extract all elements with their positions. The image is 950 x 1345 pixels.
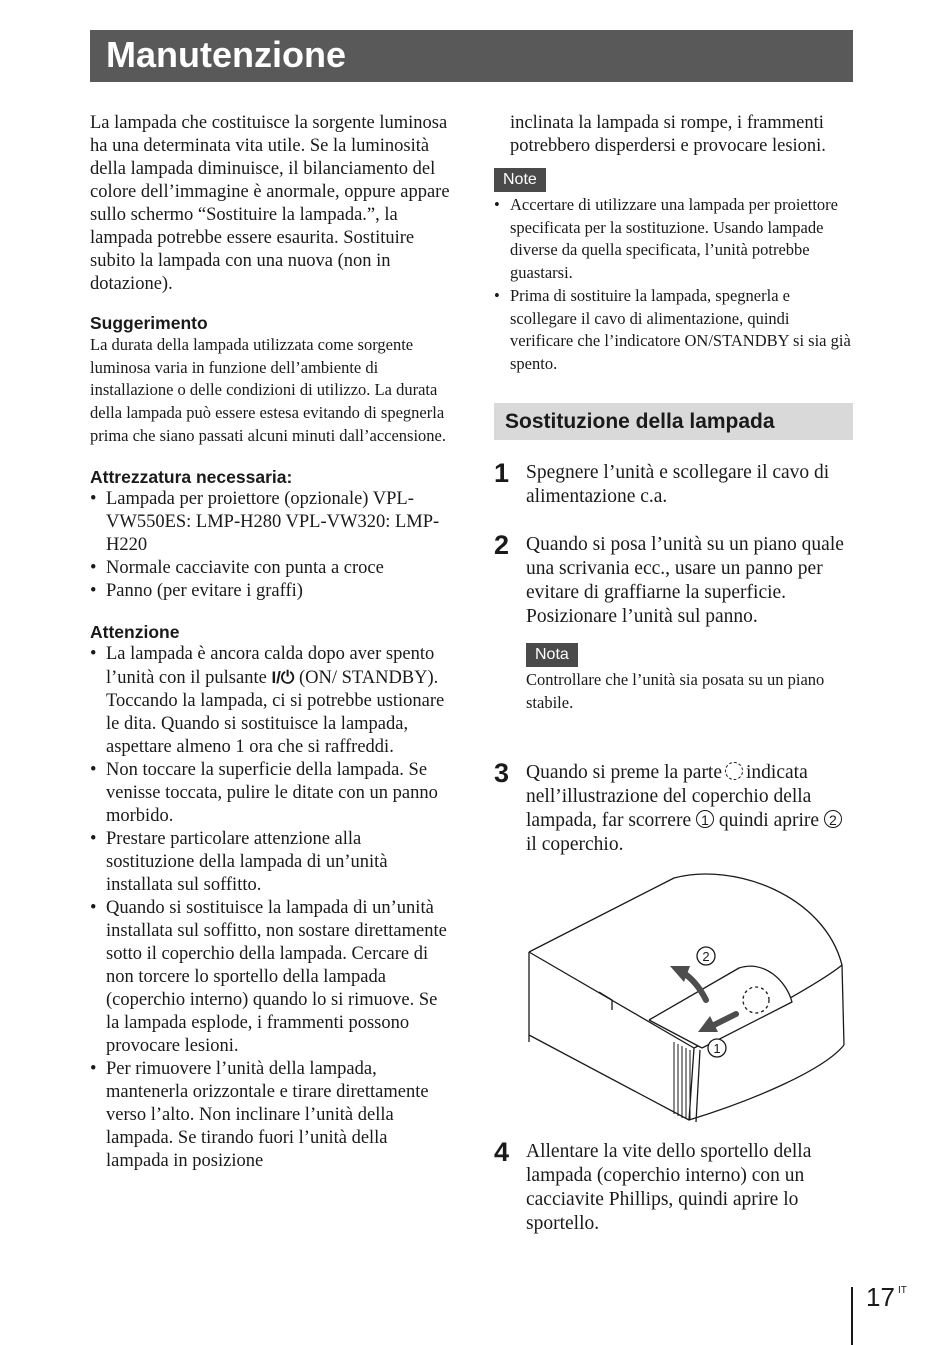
list-item: • Lampada per proiettore (opzionale) VPL-VW550ES: LMP-H280 VPL-VW320: LMP-H220 (90, 488, 440, 555)
circled-two-icon: 2 (824, 810, 842, 828)
list-item: • Quando si sostituisce la lampada di un’unità installata sul soffitto, non sostare direttamente sotto il coperchio della lampada. Cercare di non torcere lo sportello della lampada (coperchio interno) quando lo si rimuove. Se la lampada esplode, i frammenti possono provocare lesioni. (90, 897, 447, 1056)
marker-one-label: 1 (713, 1041, 721, 1056)
attrezzatura-heading: Attrezzatura necessaria: (90, 466, 293, 487)
step-4 (494, 1137, 854, 1236)
section-header (494, 403, 853, 440)
suggerimento-text: La durata della lampada utilizzata come sorgente luminosa varia in funzione dell’ambiente di installazione o delle condizioni di utilizzo. La durata della lampada può essere estesa evitando di spegnerla prima che siano passati alcuni minuti dall’accensione. (90, 335, 447, 445)
circled-one-icon: 1 (696, 810, 714, 828)
note-label: Note (494, 168, 546, 192)
intro-paragraph: La lampada che costituisce la sorgente luminosa ha una determinata vita utile. Se la luminosità della lampada diminuisce, il bilanciamento del colore dell’immagine è anormale, oppure appare sullo schermo “Sostituire la lampada.”, la lampada potrebbe essere esaurita. Sostituire subito la lampada con una nuova (non in dotazione). (90, 113, 450, 294)
list-item: • Prestare particolare attenzione alla sostituzione della lampada di un’unità installata sul soffitto. (90, 828, 388, 895)
right-column (494, 112, 854, 376)
nota-label: Nota (526, 643, 578, 667)
step-text: Quando si preme la parte indicata nell’illustrazione del coperchio della lampada, far scorrere 1 quindi aprire 2 il coperchio. (526, 761, 854, 857)
lamp-cover-illustration (524, 870, 850, 1130)
list-item: • La lampada è ancora calda dopo aver spento l’unità con il pulsante I/⏻ (ON/ STANDBY). Toccando la lampada, ci si potrebbe ustionare le dita. Quando si sostituisce la lampada, aspettare almeno 1 ora che si raffreddi. (90, 643, 445, 757)
suggerimento-heading: Suggerimento (90, 313, 208, 333)
step-number: 2 (494, 530, 510, 560)
page-number: 17 (866, 1282, 895, 1312)
step-number: 4 (494, 1137, 510, 1167)
left-column (90, 112, 450, 1173)
list-item: • Per rimuovere l’unità della lampada, mantenerla orizzontale e tirare direttamente verso l’alto. Non inclinare l’unità della lampada. Se tirando fuori l’unità della lampada in posizione (90, 1058, 429, 1171)
step-text: Quando si posa l’unità su un piano quale una scrivania ecc., usare un panno per evitare di graffiarne la superficie. Posizionare l’unità sul panno. (526, 534, 844, 627)
step-text: Allentare la vite dello sportello della lampada (coperchio interno) con un cacciavite Phillips, quindi aprire lo sportello. (526, 1141, 812, 1234)
step-text: Spegnere l’unità e scollegare il cavo di alimentazione c.a. (526, 462, 830, 507)
step-number: 3 (494, 758, 510, 788)
list-item: • Accertare di utilizzare una lampada per proiettore specificata per la sostituzione. Usando lampade diverse da quella specificata, l’unità potrebbe guastarsi. (494, 195, 838, 283)
page-divider (851, 1287, 853, 1345)
list-item: • Panno (per evitare i graffi) (90, 580, 303, 601)
title-bar (90, 30, 853, 82)
attenzione-heading: Attenzione (90, 621, 180, 642)
list-item: • Prima di sostituire la lampada, spegnerla e scollegare il cavo di alimentazione, quindi verificare che l’indicatore ON/STANDBY si sia già spento. (494, 285, 851, 373)
list-item: • Non toccare la superficie della lampada. Se venisse toccata, pulire le ditate con un panno morbido. (90, 759, 438, 826)
power-symbol: I/⏻ (271, 667, 295, 687)
section-title: Sostituzione della lampada (505, 410, 775, 433)
step-1 (494, 458, 854, 509)
page-language: IT (898, 1285, 907, 1296)
attrezzatura-list (90, 488, 450, 603)
step-number: 1 (494, 458, 510, 488)
attenzione-continuation: inclinata la lampada si rompe, i frammenti potrebbero disperdersi e provocare lesioni. (510, 113, 826, 156)
marker-two-label: 2 (702, 949, 710, 964)
step-2 (494, 530, 854, 714)
step-3 (494, 758, 854, 857)
dashed-circle-icon (725, 762, 743, 780)
nota-text: Controllare che l’unità sia posata su un piano stabile. (526, 670, 825, 712)
page-title: Manutenzione (106, 34, 346, 75)
note-list (494, 194, 854, 376)
attenzione-list (90, 643, 450, 1173)
list-item: • Normale cacciavite con punta a croce (90, 557, 384, 578)
